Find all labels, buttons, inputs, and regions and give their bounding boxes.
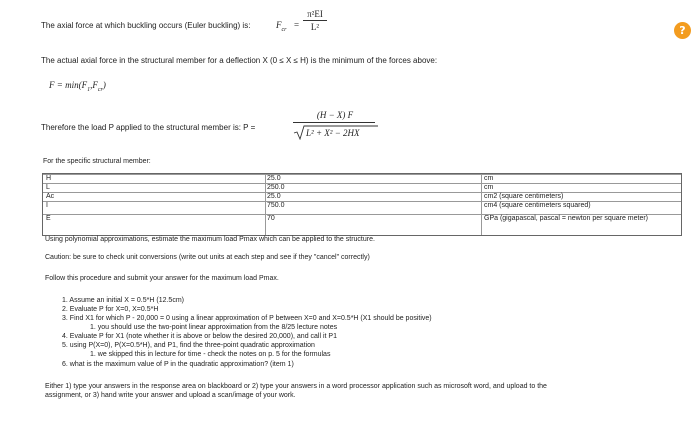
table-cell-unit: cm — [484, 175, 494, 182]
load-numerator: (H − X) F — [316, 110, 354, 120]
help-button[interactable] — [674, 22, 691, 39]
step-text: using P(X=0), P(X=0.5*H), and P1, find the three-point quadratic approximation — [69, 342, 315, 349]
using-text: Using polynomial approximations, estimate the maximum load Pmax which can be applied to the structure. — [45, 236, 375, 243]
step-item — [62, 297, 184, 304]
euler-fraction — [303, 9, 327, 32]
step-item — [62, 361, 294, 368]
table-cell-value: 70 — [267, 215, 275, 222]
step-text: what is the maximum value of P in the quadratic approximation? (item 1) — [69, 361, 294, 368]
table-cell-unit: GPa (gigapascal, pascal = newton per square meter) — [484, 215, 649, 222]
euler-denominator: L² — [310, 22, 320, 32]
table-cell-unit: cm2 (square centimeters) — [484, 193, 564, 200]
step-text: Evaluate P for X1 (note whether it is above or below the desired 20,000), and call it P1 — [69, 333, 337, 340]
step-number: 4. — [62, 333, 68, 340]
min-formula: $F = \min(F_1,F_{cr})$ — [49, 80, 106, 93]
step-number: 3. — [62, 315, 68, 322]
table-cell-value: 250.0 — [267, 184, 285, 191]
load-radicand: L² + X² − 2HX — [306, 128, 360, 138]
footer-line-2: assignment, or 3) hand write your answer and upload a scan/image of your work. — [45, 392, 296, 399]
step-subnote: 1. we skipped this in lecture for time - check the notes on p. 5 for the formulas — [90, 351, 331, 358]
step-text: Find X1 for which P - 20,000 = 0 using a linear approximation of P between X=0 and X=0.5*H (X1 should be positive) — [69, 315, 432, 322]
step-item — [62, 342, 315, 349]
question-icon: ? — [679, 24, 686, 37]
step-number: 1. — [62, 297, 68, 304]
step-number: 2. — [62, 306, 68, 313]
member-table — [42, 173, 682, 236]
load-fraction — [293, 110, 377, 121]
table-cell-sym: E — [46, 215, 51, 222]
table-cell-sym: H — [46, 175, 52, 182]
specific-label: For the specific structural member: — [43, 158, 151, 165]
follow-text: Follow this procedure and submit your answer for the maximum load Pmax. — [45, 275, 279, 282]
table-cell-value: 25.0 — [267, 175, 281, 182]
caution-text: Caution: be sure to check unit conversions (write out units at each step and see if they "cancel" correctly) — [45, 254, 370, 261]
step-item — [62, 315, 432, 322]
euler-lhs: $F_{cr}$ — [276, 20, 287, 33]
step-item — [62, 306, 158, 313]
step-number: 5. — [62, 342, 68, 349]
step-subnote: 1. you should use the two-point linear approximation from the 8/25 lecture notes — [90, 324, 338, 331]
fraction-bar — [293, 122, 375, 123]
table-cell-sym: I — [46, 202, 48, 209]
euler-numerator: π²EI — [303, 9, 327, 21]
table-cell-unit: cm — [484, 184, 494, 191]
table-cell-unit: cm4 (square centimeters squared) — [484, 202, 591, 209]
euler-equals: = — [294, 20, 300, 30]
step-text: Assume an initial X = 0.5*H (12.5cm) — [69, 297, 184, 304]
step-number: 6. — [62, 361, 68, 368]
table-cell-value: 25.0 — [267, 193, 281, 200]
euler-text: The axial force at which buckling occurs (Euler buckling) is: — [41, 21, 251, 30]
actual-text: The actual axial force in the structural member for a deflection X (0 ≤ X ≤ H) is the minimum of the forces above: — [41, 56, 438, 65]
table-row — [43, 201, 681, 211]
table-cell-value: 750.0 — [267, 202, 285, 209]
load-text: Therefore the load P applied to the structural member is: P = — [41, 123, 256, 132]
footer-line-1: Either 1) type your answers in the response area on blackboard or 2) type your answers in a word processor application such as microsoft word, and upload to the — [45, 383, 547, 390]
step-text: Evaluate P for X=0, X=0.5*H — [69, 306, 159, 313]
table-cell-sym: Ac — [46, 193, 55, 200]
table-cell-sym: L — [46, 184, 50, 191]
step-item — [62, 333, 337, 340]
table-row — [43, 214, 681, 224]
